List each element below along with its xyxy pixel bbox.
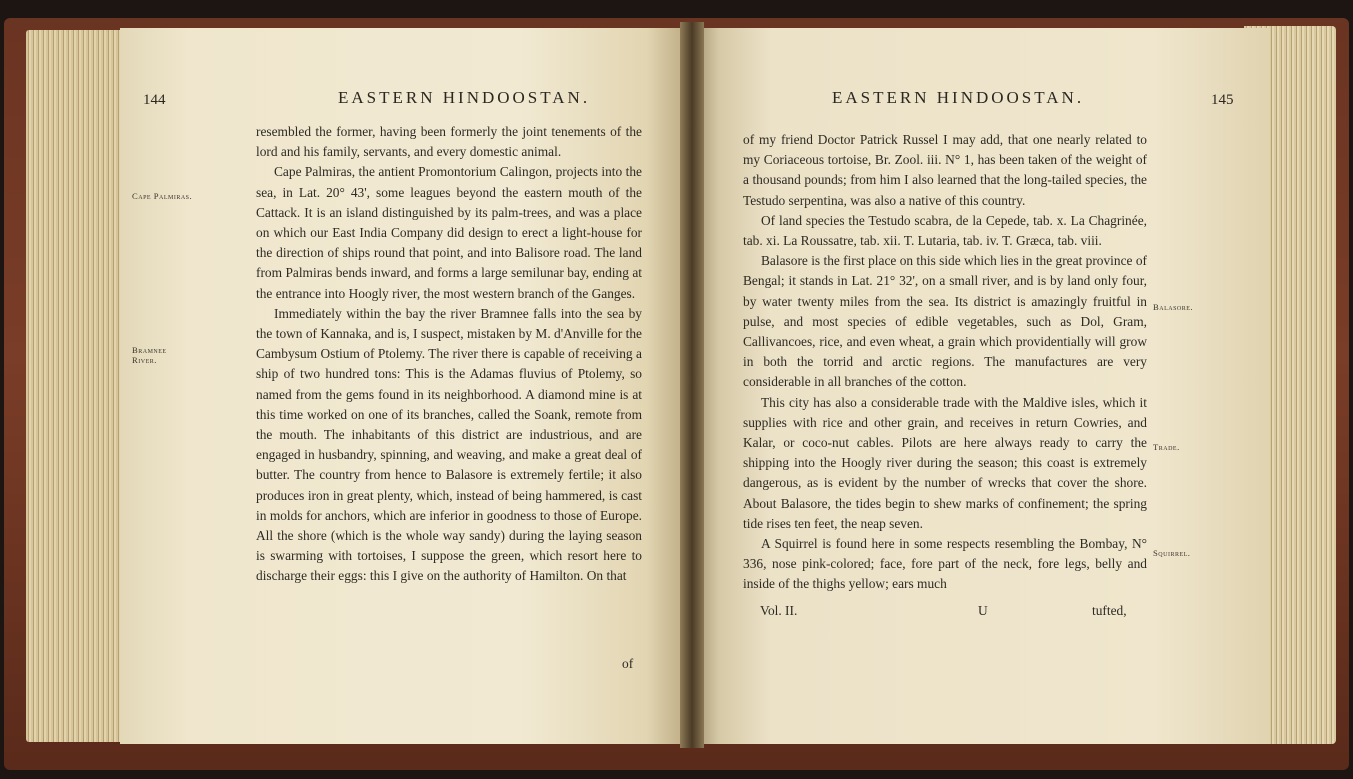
- paragraph: of my friend Doctor Patrick Russel I may add, that one nearly related to my Coriaceous tortoise, Br. Zool. iii. N° 1, has been taken of the weight of a thousand pounds; from him I also learned that the long-tailed species, the Testudo serpentina, was also a native of this country.: [743, 132, 1147, 208]
- left-page-number: 144: [143, 92, 166, 108]
- right-catchword: tufted,: [1092, 603, 1127, 618]
- right-body: [743, 130, 1147, 595]
- left-page-edges: [26, 30, 126, 742]
- paragraph: This city has also a considerable trade with the Maldive isles, which it supplies with rice and other grain, and receives in return Cowries, and Kalar, or coco-nut cables. Pilots are here always ready to carry the shipping into the Hoogly river during the season; this coast is extremely dangerous, as is evident by the number of wrecks that cover the shore. About Balasore, the tides begin to shew marks of confinement; the spring tide rises ten feet, the neap seven.: [743, 394, 1147, 531]
- left-running-head: EASTERN HINDOOSTAN.: [338, 88, 591, 107]
- signature-mark: U: [978, 603, 988, 618]
- margin-note-cape-palmiras: Cape Palmiras.: [132, 191, 193, 201]
- margin-note-balasore: Balasore.: [1153, 302, 1194, 312]
- paragraph: Balasore is the first place on this side which lies in the great province of Bengal; it stands in Lat. 21° 32', on a small river, and is by land only four, by water twenty miles from the sea. Its district is amazingly fruitful in pulse, and most species of edible vegetables, such as Dol, Gram, Callivancoes, rice, and even wheat, a grain which providentially will grow in both the torrid and arctic regions. The manufactures are very considerable in all branches of the cotton.: [743, 253, 1147, 390]
- paragraph: Immediately within the bay the river Bramnee falls into the sea by the town of Kannaka, and is, I suspect, mistaken by M. d'Anville for the Cambysum Ostium of Ptolemy. The river there is capable of receiving a ship of two hundred tons: This is the Adamas fluvius of Ptolemy, so named from the gems found in its neighborhood. A diamond mine is at this time worked on one of its branches, called the Soank, remote from the mouth. The inhabitants of this district are industrious, and are engaged in husbandry, spinning, and weaving, and make a great deal of butter. The country from hence to Balasore is extremely fertile; it also produces iron in great plenty, which, instead of being hammered, is cast in molds for anchors, which are inferior in goodness to those of Europe. All the shore (which is the whole way sandy) during the laying season is swarming with tortoises, I suppose the green, which resort here to discharge their eggs: this I give on the authority of Hamilton. On that: [256, 305, 642, 584]
- margin-note-bramnee-river: Bramnee River.: [132, 345, 167, 365]
- margin-note-trade: Trade.: [1153, 442, 1180, 452]
- margin-note-squirrel: Squirrel.: [1153, 548, 1191, 558]
- paragraph: Cape Palmiras, the antient Promontorium Calingon, projects into the sea, in Lat. 20° 43', some leagues beyond the eastern mouth of the Cattack. It is an island distinguished by its palm-trees, and was a place on which our East India Company did design to erect a light-house for the direction of ships round that point, and into Balisore road. The land from Palmiras bends inward, and forms a large semilunar bay, ending at the entrance into Hoogly river, the most western branch of the Ganges.: [256, 164, 642, 301]
- book-gutter: [680, 22, 704, 748]
- right-running-head: EASTERN HINDOOSTAN.: [832, 88, 1085, 107]
- left-catchword: of: [622, 656, 634, 671]
- paragraph: Of land species the Testudo scabra, de la Cepede, tab. x. La Chagrinée, tab. xi. La Roussatre, tab. xii. T. Lutaria, tab. iv. T. Græca, tab. viii.: [743, 212, 1147, 249]
- left-body: [256, 122, 642, 587]
- paragraph: A Squirrel is found here in some respects resembling the Bombay, N° 336, nose pink-colored; face, fore part of the neck, fore legs, belly and inside of the thighs yellow; ears much: [743, 536, 1147, 592]
- paragraph: resembled the former, having been formerly the joint tenements of the lord and his family, servants, and every domestic animal.: [256, 124, 642, 160]
- right-page-number: 145: [1211, 92, 1234, 108]
- volume-label: Vol. II.: [760, 603, 798, 618]
